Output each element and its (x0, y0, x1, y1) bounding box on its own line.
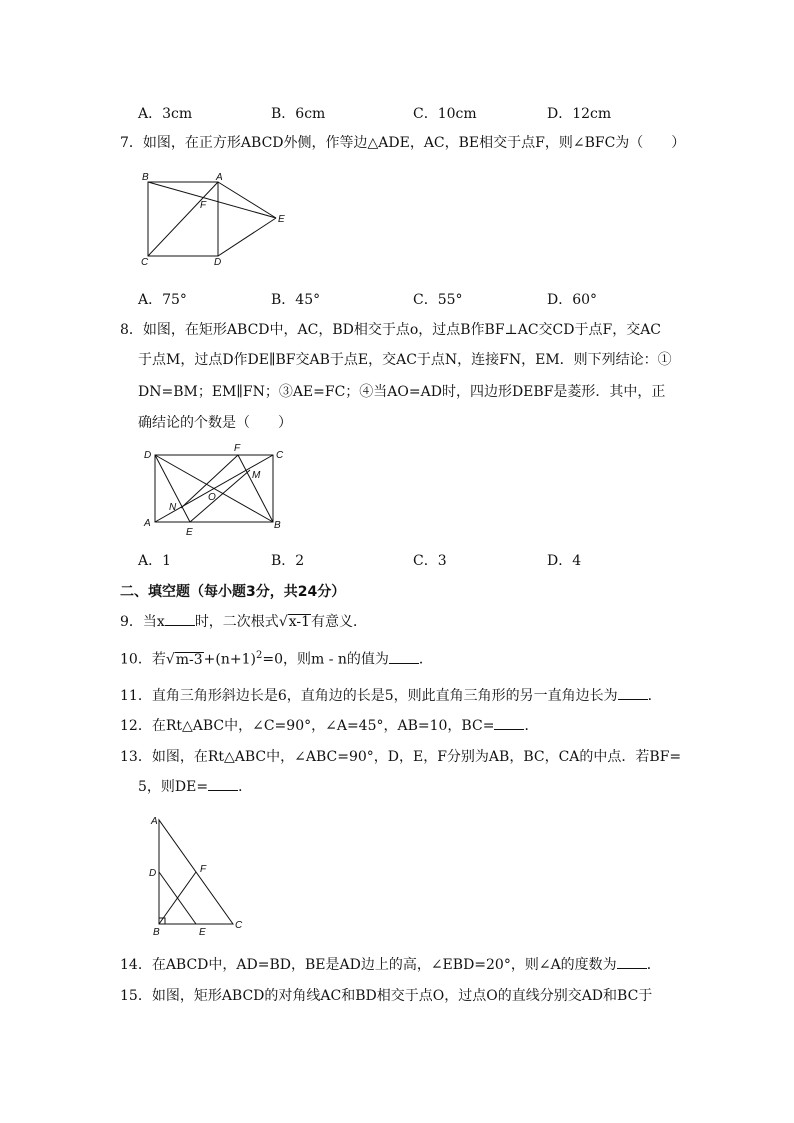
q12 (120, 716, 538, 736)
q8-label-c: C (276, 450, 284, 461)
q14 (120, 955, 661, 975)
q7-option-b[interactable]: B．45° (271, 292, 321, 308)
q8-em (190, 470, 250, 522)
q8-label-o: O (208, 492, 216, 503)
q13-line-2 (138, 777, 252, 797)
q9-sqrt-sign: √ (278, 614, 288, 630)
q8-option-c[interactable]: C．3 (413, 553, 447, 569)
q13-suffix: ． (238, 779, 253, 795)
section-title: 二、填空题（每小题3分，共24分） (120, 584, 346, 600)
q13-answer-blank[interactable] (208, 778, 238, 791)
q12-answer-blank[interactable] (494, 717, 524, 730)
q11-text: 11．直角三角形斜边长是6，直角边的长是5，则此直角三角形的另一直角边长为 (120, 688, 618, 704)
q8-line-4: 确结论的个数是（ ） (138, 415, 292, 431)
q8-label-a: A (144, 518, 151, 529)
q13-text: 5，则DE= (138, 779, 209, 795)
q7-de (218, 218, 276, 256)
q7-label-b: B (142, 172, 149, 183)
q9-answer-blank[interactable] (165, 613, 195, 626)
q7-stem: 7．如图，在正方形ABCD外侧，作等边△ADE，AC，BE相交于点F，则∠BFC为（ ） (120, 135, 686, 151)
q7-label-e: E (278, 214, 285, 225)
q9-suffix: 有意义． (311, 614, 368, 630)
q9-middle: 时，二次根式 (194, 614, 279, 630)
q11-suffix: ． (647, 688, 662, 704)
q10 (120, 646, 433, 670)
q6-option-a[interactable]: A．3cm (138, 106, 193, 122)
q8-label-f: F (234, 443, 241, 454)
q13-label-a: A (151, 816, 158, 827)
q7-figure (138, 170, 293, 270)
q7-option-c[interactable]: C．55° (413, 292, 463, 308)
q8-option-a[interactable]: A．1 (138, 553, 172, 569)
q14-answer-blank[interactable] (617, 956, 647, 969)
q8-label-n: N (169, 502, 177, 513)
q13-line-1: 13．如图，在Rt△ABC中，∠ABC=90°，D，E，F分别为AB，BC，CA的中点．若BF= (120, 749, 682, 765)
q10-radicand: m-3 (175, 651, 203, 668)
q8-line-1: 8．如图，在矩形ABCD中，AC，BD相交于点o，过点B作BF⊥AC交CD于点F，交AC (120, 322, 662, 338)
q7-ac (148, 182, 218, 256)
q7-label-d: D (214, 257, 222, 268)
q14-text: 14．在ABCD中，AD=BD，BE是AD边上的高，∠EBD=20°，则∠A的度数为 (120, 957, 617, 973)
q14-suffix: ． (646, 957, 661, 973)
q9-prefix: 9．当x (120, 614, 165, 630)
q7-options (138, 289, 698, 309)
q8-line-2: 于点M，过点D作DE∥BF交AB于点E，交AC于点N，连接FN，EM．则下列结论：① (138, 352, 672, 368)
q7-option-a[interactable]: A．75° (138, 292, 187, 308)
q10-prefix: 10．若 (120, 651, 166, 668)
q13-label-c: C (235, 920, 243, 931)
q6-option-b[interactable]: B．6cm (271, 106, 326, 122)
q15-stem: 15．如图，矩形ABCD的对角线AC和BD相交于点O，过点O的直线分别交AD和BC于 (120, 988, 653, 1004)
q8-option-b[interactable]: B．2 (271, 553, 305, 569)
q7-ae (218, 182, 276, 218)
q8-label-b: B (274, 520, 281, 531)
q6-options (138, 103, 698, 123)
q10-equation: =0，则m - n的值为 (262, 651, 389, 668)
q13-figure (145, 812, 250, 940)
q8-label-m: M (252, 470, 261, 481)
q8-option-d[interactable]: D．4 (547, 553, 582, 569)
q12-suffix: ． (524, 718, 539, 734)
q12-text: 12．在Rt△ABC中，∠C=90°，∠A=45°，AB=10，BC= (120, 718, 495, 734)
q7-be (148, 182, 276, 218)
q8-line-3: DN=BM；EM∥FN；③AE=FC；④当AO=AD时，四边形DEBF是菱形．其中，正 (138, 384, 666, 400)
q9 (120, 612, 367, 632)
q9-radicand: x-1 (288, 614, 311, 630)
q8-label-d: D (144, 450, 152, 461)
q13-label-b: B (153, 927, 160, 938)
q7-label-c: C (141, 257, 149, 268)
q7-label-a: A (216, 172, 223, 183)
q7-label-f: F (200, 200, 207, 211)
q10-sqrt-sign: √ (165, 651, 175, 668)
q13-label-d: D (149, 868, 157, 879)
q8-label-e: E (186, 527, 193, 538)
q11-answer-blank[interactable] (618, 687, 648, 700)
q6-option-c[interactable]: C．10cm (413, 106, 477, 122)
q8-options (138, 550, 698, 570)
q7-option-d[interactable]: D．60° (547, 292, 598, 308)
q10-exponent: 2 (255, 650, 263, 661)
q8-figure (138, 440, 293, 540)
q13-label-f: F (200, 864, 207, 875)
q11 (120, 686, 662, 706)
q10-term: +(n+1) (203, 651, 256, 668)
q13-label-e: E (199, 927, 206, 938)
q6-option-d[interactable]: D．12cm (547, 106, 612, 122)
q10-suffix: ． (418, 651, 433, 668)
q10-answer-blank[interactable] (389, 651, 419, 664)
